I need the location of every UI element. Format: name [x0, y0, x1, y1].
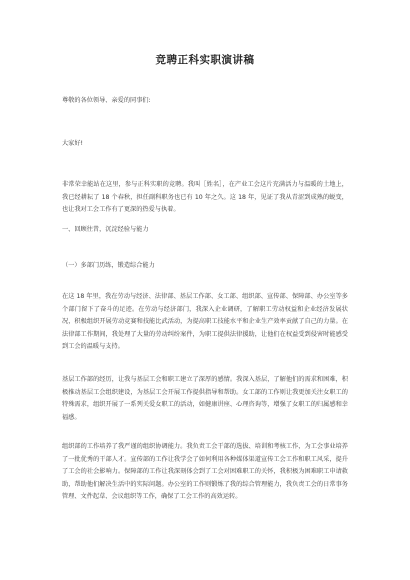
document-title: 竞聘正科实职演讲稿: [155, 54, 255, 66]
intro-paragraph: 非常荣幸能站在这里，参与正科实职的竞聘。我叫［姓名］，在产业工会这片充满活力与温暖的土地上，我已经耕耘了 18 个春秋，担任副科职务也已有 10 年之久。这 18 年，见证了我从青涩到成熟的蜕变，也让我对工会工作有了更深的热爱与执着。: [62, 181, 348, 213]
subsection-heading: （一）多部门历练，锻造综合能力: [62, 262, 155, 269]
body-paragraph: 在这 18 年里，我在劳动与经济、法律部、基层工作部、女工部、组织部、宣传部、保障部、办公室等多个部门留下了奋斗的足迹。在劳动与经济部门，我深入企业调研，了解职工劳动权益和企业经济发展状况，积极组织开展劳动竞赛和技能比武活动，为提高职工技能水平和企业生产效率贡献了自己的力量。在法律部工作期间，我处理了大量的劳动纠纷案件，为职工提供法律援助，让他们在权益受到侵害时能感受到工会的温暖与支持。: [62, 293, 348, 350]
salutation: 尊敬的各位领导、亲爱的同事们:: [62, 97, 151, 104]
section-heading: 一、回顾往昔，沉淀经验与能力: [62, 226, 149, 233]
body-paragraph: 基层工作部的经历，让我与基层工会和职工建立了深厚的感情。我深入基层，了解他们的需求和困难，积极推动基层工会组织建设，为基层工会开展工作提供指导和帮助。女工部的工作则让我更加关注女职工的特殊需求，组织开展了一系列关爱女职工的活动，如健康讲座、心理咨询等，增强了女职工的归属感和幸福感。: [62, 376, 348, 421]
body-paragraph: 组织部的工作培养了我严谨的组织协调能力。我负责工会干部的选拔、培训和考核工作，为工会事业培养了一批优秀的干部人才。宣传部的工作让我学会了如何利用各种媒体渠道宣传工会工作和职工风采，提升了工会的社会影响力。保障部的工作让我深刻体会到了工会对困难职工的关怀，我积极为困难职工申请救助，帮助他们解决生活中的实际问题。办公室的工作则锻炼了我的综合管理能力，我负责工会的日常事务管理、文件起草、会议组织等工作，确保了工会工作的高效运转。: [62, 443, 348, 500]
greeting: 大家好!: [62, 140, 84, 147]
